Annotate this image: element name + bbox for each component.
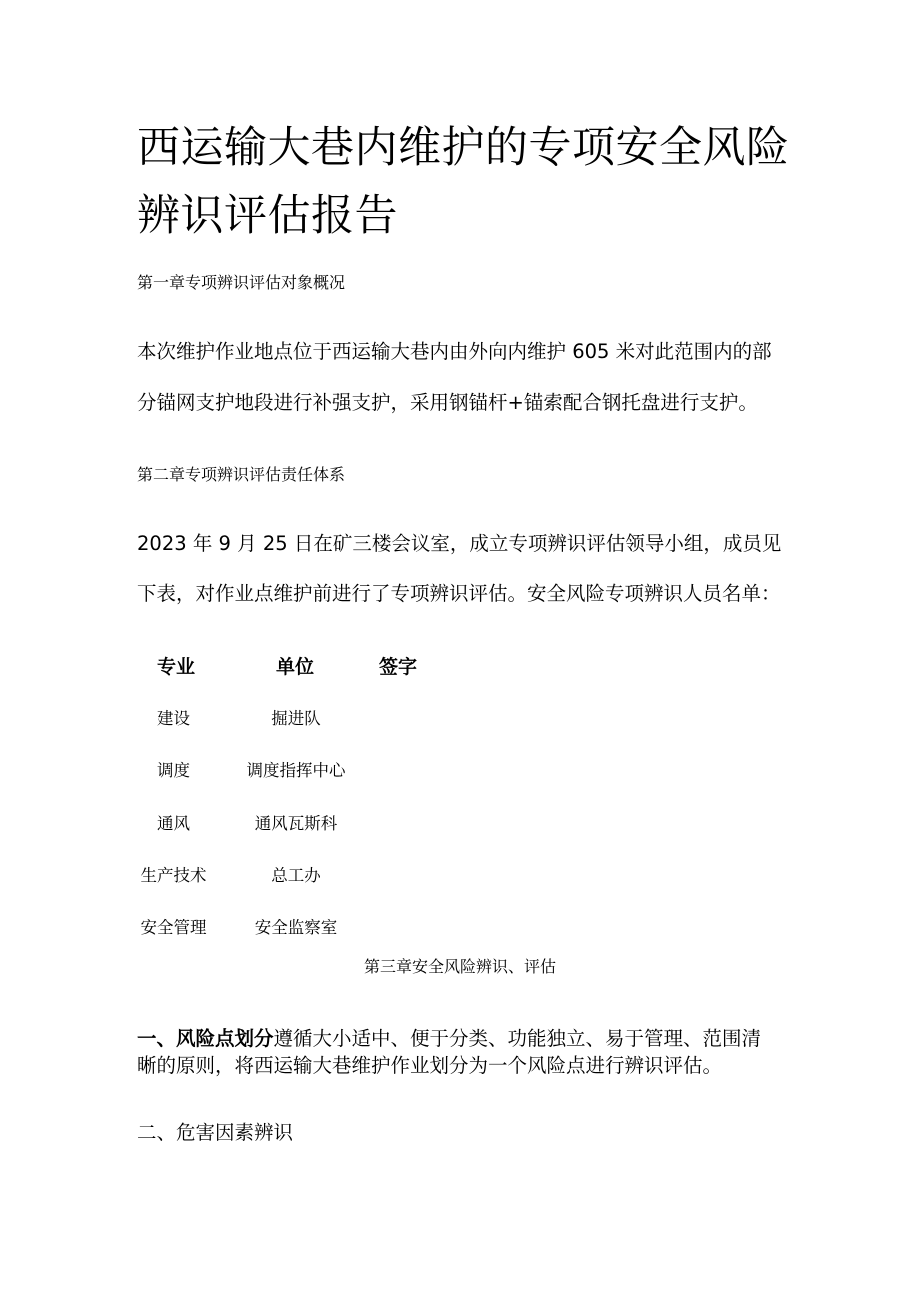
section-1-text: 遵循大小适中、便于分类、功能独立、易于管理、范围清 [273,1027,762,1050]
table-cell-major: 生产技术 [140,866,207,885]
table-cell-unit: 调度指挥中心 [246,761,346,780]
table-cell-major: 安全管理 [140,918,207,937]
chapter-1-paragraph-line: 本次维护作业地点位于西运输大巷内由外向内维护 605 米对此范围内的部 [137,340,772,363]
chapter-1-heading: 第一章专项辨识评估对象概况 [137,273,346,292]
table-cell-unit: 掘进队 [271,709,321,728]
chapter-2-paragraph-line: 2023 年 9 月 25 日在矿三楼会议室，成立专项辨识评估领导小组，成员见 [137,532,782,555]
table-cell-major: 建设 [157,709,190,728]
table-header-unit: 单位 [276,656,315,678]
chapter-2-paragraph-line: 下表，对作业点维护前进行了专项辨识评估。安全风险专项辨识人员名单： [137,582,781,605]
section-1-line-2: 晰的原则，将西运输大巷维护作业划分为一个风险点进行辨识评估。 [137,1054,723,1077]
table-header-signature: 签字 [379,656,418,678]
chapter-3-heading: 第三章安全风险辨识、评估 [363,957,556,976]
chapter-2-heading: 第二章专项辨识评估责任体系 [137,465,346,484]
table-cell-unit: 安全监察室 [254,918,338,937]
table-header-major: 专业 [157,656,196,678]
section-2-heading: 二、危害因素辨识 [137,1121,294,1144]
table-cell-major: 通风 [157,814,190,833]
table-cell-major: 调度 [157,761,190,780]
table-cell-unit: 通风瓦斯科 [254,814,338,833]
document-title-line-1: 西运输大巷内维护的专项安全风险 [137,123,790,173]
chapter-1-paragraph-line: 分锚网支护地段进行补强支护，采用钢锚杆+锚索配合钢托盘进行支护。 [137,391,758,414]
document-title-line-2: 辨识评估报告 [137,191,398,241]
table-cell-unit: 总工办 [271,866,321,885]
section-1-label: 一、风险点划分 [137,1027,274,1050]
